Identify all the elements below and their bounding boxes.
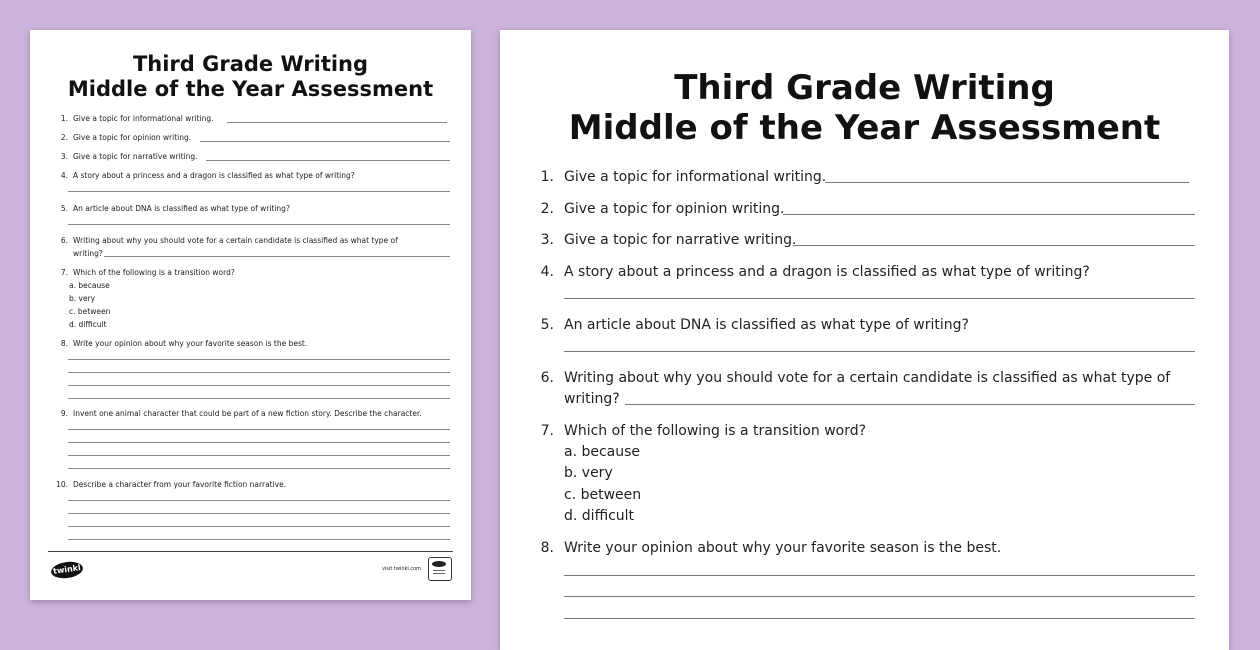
answer-line: [793, 245, 1195, 246]
question-8: 8. Write your opinion about why your favorite season is the best.: [60, 339, 308, 348]
answer-line: [825, 182, 1189, 183]
answer-line: [68, 468, 450, 469]
answer-line: [68, 359, 450, 360]
answer-line: [206, 160, 450, 161]
quality-badge-icon: [428, 557, 452, 581]
option-c: c. between: [564, 487, 642, 503]
answer-line: [68, 526, 450, 527]
answer-line: [68, 539, 450, 540]
answer-line: [104, 256, 450, 257]
question-5: 5. An article about DNA is classified as what type of writing?: [540, 317, 969, 333]
footer-divider: [48, 551, 453, 552]
worksheet-title-large: [500, 68, 1229, 148]
answer-line: [564, 575, 1195, 576]
title-line-2: Middle of the Year Assessment: [568, 108, 1161, 148]
worksheet-zoomed: [500, 30, 1229, 650]
option-d: d. difficult: [564, 508, 635, 524]
option-b: b. very: [564, 465, 613, 481]
option-c: c. between: [69, 307, 111, 316]
title-line-2: Middle of the Year Assessment: [67, 77, 434, 101]
answer-line: [227, 122, 447, 123]
answer-line: [783, 214, 1195, 215]
answer-line: [68, 398, 450, 399]
twinkl-logo: twinkl: [50, 560, 84, 580]
answer-line: [68, 372, 450, 373]
option-a: a. because: [69, 281, 110, 290]
answer-line: [68, 455, 450, 456]
option-a: a. because: [564, 444, 641, 460]
question-2: 2. Give a topic for opinion writing.: [60, 133, 192, 142]
option-d: d. difficult: [69, 320, 107, 329]
question-4: 4. A story about a princess and a dragon is classified as what type of writing?: [540, 264, 1090, 280]
question-7: 7. Which of the following is a transition word?: [540, 423, 867, 439]
question-3: 3. Give a topic for narrative writing.: [60, 152, 198, 161]
option-b: b. very: [69, 294, 96, 303]
question-6: 6. Writing about why you should vote for a certain candidate is classified as what type of: [540, 370, 1171, 386]
answer-line: [68, 429, 450, 430]
question-5: 5. An article about DNA is classified as what type of writing?: [60, 204, 290, 213]
answer-line: [68, 513, 450, 514]
answer-line: [200, 141, 450, 142]
visit-link: visit twinkl.com: [382, 566, 422, 572]
question-6: 6. Writing about why you should vote for a certain candidate is classified as what type of: [60, 236, 398, 245]
answer-line: [625, 404, 1195, 405]
question-4: 4. A story about a princess and a dragon is classified as what type of writing?: [60, 171, 355, 180]
answer-line: [68, 385, 450, 386]
question-6-cont: writing?: [564, 391, 620, 407]
question-2: 2. Give a topic for opinion writing.: [540, 201, 785, 217]
question-1: 1. Give a topic for informational writing.: [540, 169, 827, 185]
answer-line: [564, 618, 1195, 619]
answer-line: [564, 298, 1195, 299]
worksheet-title: [30, 52, 471, 102]
answer-line: [68, 191, 450, 192]
answer-line: [68, 500, 450, 501]
answer-line: [68, 224, 450, 225]
question-9: 9. Invent one animal character that could be part of a new fiction story. Describe the character.: [60, 409, 422, 418]
question-1: 1. Give a topic for informational writing.: [60, 114, 214, 123]
question-3: 3. Give a topic for narrative writing.: [540, 232, 797, 248]
question-8: 8. Write your opinion about why your favorite season is the best.: [540, 540, 1002, 556]
answer-line: [564, 596, 1195, 597]
answer-line: [564, 351, 1195, 352]
title-line-1: Third Grade Writing: [674, 68, 1055, 108]
title-line-1: Third Grade Writing: [132, 52, 369, 76]
question-6-cont: writing?: [73, 249, 103, 258]
worksheet-thumbnail: [30, 30, 471, 600]
question-10: 10. Describe a character from your favorite fiction narrative.: [56, 480, 287, 489]
question-7: 7. Which of the following is a transition word?: [60, 268, 235, 277]
answer-line: [68, 442, 450, 443]
